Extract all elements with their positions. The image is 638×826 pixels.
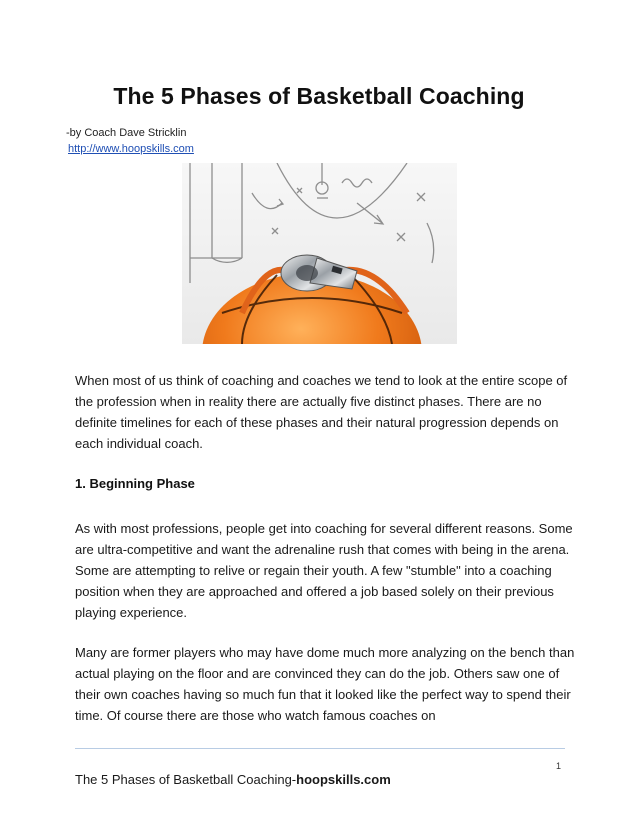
paragraph-3-text: Many are former players who may have dome much more analyzing on the bench than actual playing on the floor and are convinced they can do the job. Others saw one of their own coaches having so much fun that it looked like the perfect way to spend their time. Of course there are those who watch famous coaches on [75,645,575,723]
section-heading: 1. Beginning Phase [75,476,195,491]
intro-paragraph [75,370,575,454]
author-byline: -by Coach Dave Stricklin [66,127,187,139]
footer-divider [75,748,565,749]
paragraph-2-text: As with most professions, people get into coaching for several different reasons. Some are ultra-competitive and want the adrenaline rush that comes with being in the arena. Some are attempting to relive or regain their youth. A few "stumble" into a coaching position when they are approached and offered a job based solely on their previous playing experience. [75,521,573,620]
whistle-basketball-photo [182,163,457,344]
footer-text: The 5 Phases of Basketball Coaching- [75,772,297,787]
footer-site: hoopskills.com [296,772,391,787]
page-number: 1 [556,761,562,771]
paragraph-3 [75,642,575,726]
page-title: The 5 Phases of Basketball Coaching [113,83,525,109]
photo-illustration [182,163,457,344]
paragraph-2 [75,518,575,623]
page-footer [75,772,391,787]
intro-text: When most of us think of coaching and coaches we tend to look at the entire scope of the profession when in reality there are actually five distinct phases. There are no definite timelines for each of these phases and their natural progression depends on each individual coach. [75,373,568,451]
website-link[interactable]: http://www.hoopskills.com [68,143,194,155]
